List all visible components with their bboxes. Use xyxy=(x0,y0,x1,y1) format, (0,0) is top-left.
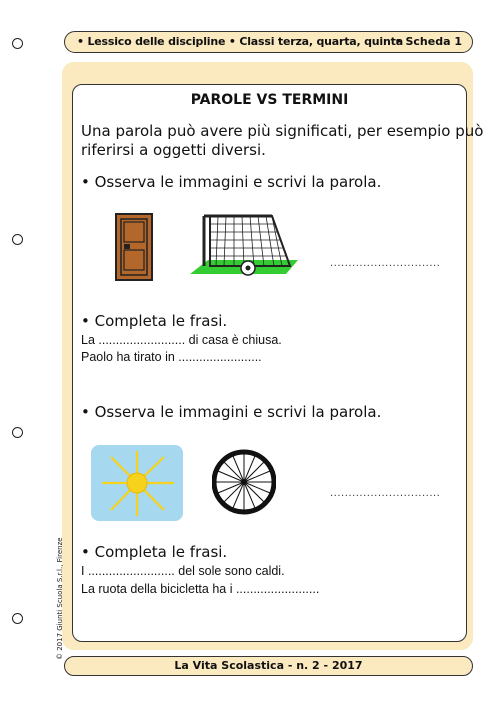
door-icon xyxy=(110,212,158,282)
binder-hole xyxy=(12,234,23,245)
section1-instruction: • Osserva le immagini e scrivi la parola. xyxy=(81,173,382,191)
section2-instruction: • Osserva le immagini e scrivi la parola. xyxy=(81,403,382,421)
binder-hole xyxy=(12,613,23,624)
bicycle-wheel-icon xyxy=(212,446,276,518)
intro-line-2: riferirsi a oggetti diversi. xyxy=(81,141,266,159)
worksheet-title: PAROLE VS TERMINI xyxy=(190,92,349,108)
header-bar xyxy=(64,31,473,53)
section1-answer-blank[interactable]: .............................. xyxy=(330,258,441,269)
section1-sentence-2[interactable]: Paolo ha tirato in ........................ xyxy=(81,350,262,364)
footer-text: La Vita Scolastica - n. 2 - 2017 xyxy=(174,659,363,672)
header-subject: • Lessico delle discipline • Classi terza, quarta, quinta xyxy=(77,35,403,48)
intro-line-1: Una parola può avere più significati, per esempio può xyxy=(81,122,484,140)
section1-complete-heading: • Completa le frasi. xyxy=(81,312,228,330)
section2-complete-heading: • Completa le frasi. xyxy=(81,543,228,561)
copyright-notice: © 2017 Giunti Scuola S.r.l., Firenze xyxy=(56,537,64,660)
section2-sentence-1[interactable]: I ......................... del sole sono caldi. xyxy=(81,564,285,578)
section1-sentence-1[interactable]: La ......................... di casa è chiusa. xyxy=(81,333,282,347)
binder-hole xyxy=(12,38,23,49)
footer-bar xyxy=(64,656,473,676)
header-sheet-number: • Scheda 1 xyxy=(394,35,462,48)
binder-hole xyxy=(12,427,23,438)
soccer-goal-icon xyxy=(190,210,302,282)
sun-icon xyxy=(90,444,184,522)
section2-answer-blank[interactable]: .............................. xyxy=(330,488,441,499)
section2-sentence-2[interactable]: La ruota della bicicletta ha i ........................ xyxy=(81,582,320,596)
